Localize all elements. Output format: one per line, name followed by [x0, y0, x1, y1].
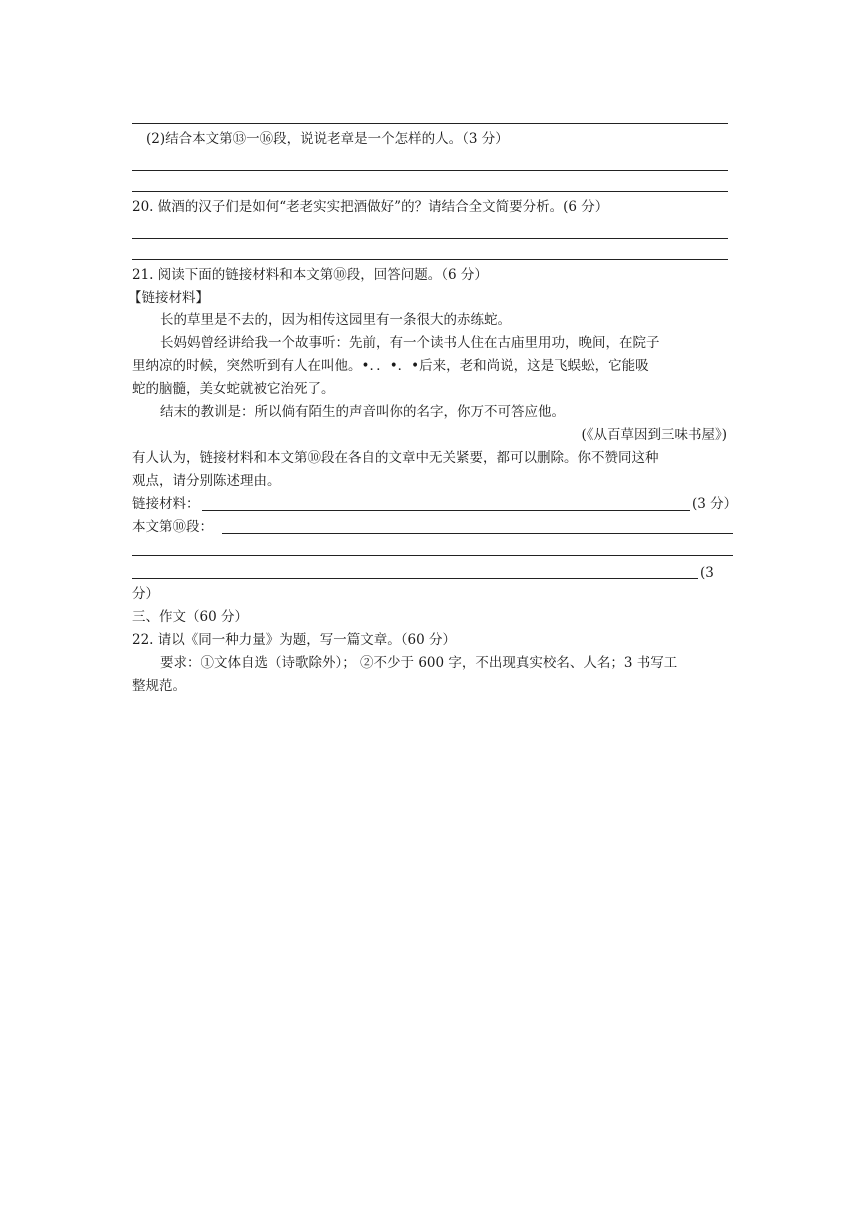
answer-line [132, 123, 728, 124]
link-para-1: 长的草里是不去的，因为相传这园里有一条很大的赤练蛇。 [160, 312, 511, 328]
answer-line [132, 238, 728, 239]
answer-label-para10: 本文第⑩段： [132, 519, 213, 535]
answer-line [132, 170, 728, 171]
question-21-line-2: 观点，请分别陈述理由。 [132, 473, 281, 489]
answer-score-para10: (3 [700, 565, 714, 581]
essay-requirement-line-1: 要求：①文体自选（诗歌除外）； ②不少于 600 字，不出现真实校名、人名；3 书写工 [160, 655, 678, 671]
answer-line [222, 533, 733, 534]
link-para-2-line-3: 蛇的脑髓，美女蛇就被它治死了。 [132, 381, 335, 397]
answer-score-para10-cont: 分） [132, 586, 159, 602]
link-material-heading: 【链接材料】 [128, 290, 209, 306]
link-para-2-line-1: 长妈妈曾经讲给我一个故事听：先前，有一个读书人住在古庙里用功，晚间，在院子 [160, 335, 660, 351]
question-19-2: (2)结合本文第⑬一⑯段，说说老章是一个怎样的人。（3 分） [146, 131, 509, 147]
section-3-heading: 三、作文（60 分） [132, 609, 248, 625]
answer-line [132, 578, 698, 579]
essay-requirement-line-2: 整规范。 [132, 678, 186, 694]
question-21-line-1: 有人认为，链接材料和本文第⑩段在各自的文章中无关紧要，都可以删除。你不赞同这种 [132, 450, 659, 466]
link-para-3: 结末的教训是：所以倘有陌生的声音叫你的名字，你万不可答应他。 [160, 404, 565, 420]
question-22: 22. 请以《同一种力量》为题，写一篇文章。（60 分） [132, 632, 456, 648]
answer-line [202, 510, 690, 511]
answer-line [132, 555, 733, 556]
question-20: 20. 做酒的汉子们是如何“老老实实把酒做好”的？请结合全文简要分析。(6 分） [132, 199, 609, 215]
answer-score-link: (3 分） [692, 496, 738, 512]
link-para-2-line-2: 里纳凉的时候，突然听到有人在叫他。•．．•．•后来，老和尚说，这是飞蜈蚣，它能吸 [132, 358, 649, 374]
answer-line [132, 259, 728, 260]
answer-line [132, 191, 728, 192]
link-source: (《从百草因到三味书屋》) [581, 427, 727, 443]
question-21-title: 21. 阅读下面的链接材料和本文第⑩段，回答问题。（6 分） [132, 267, 488, 283]
answer-label-link: 链接材料： [132, 496, 200, 512]
